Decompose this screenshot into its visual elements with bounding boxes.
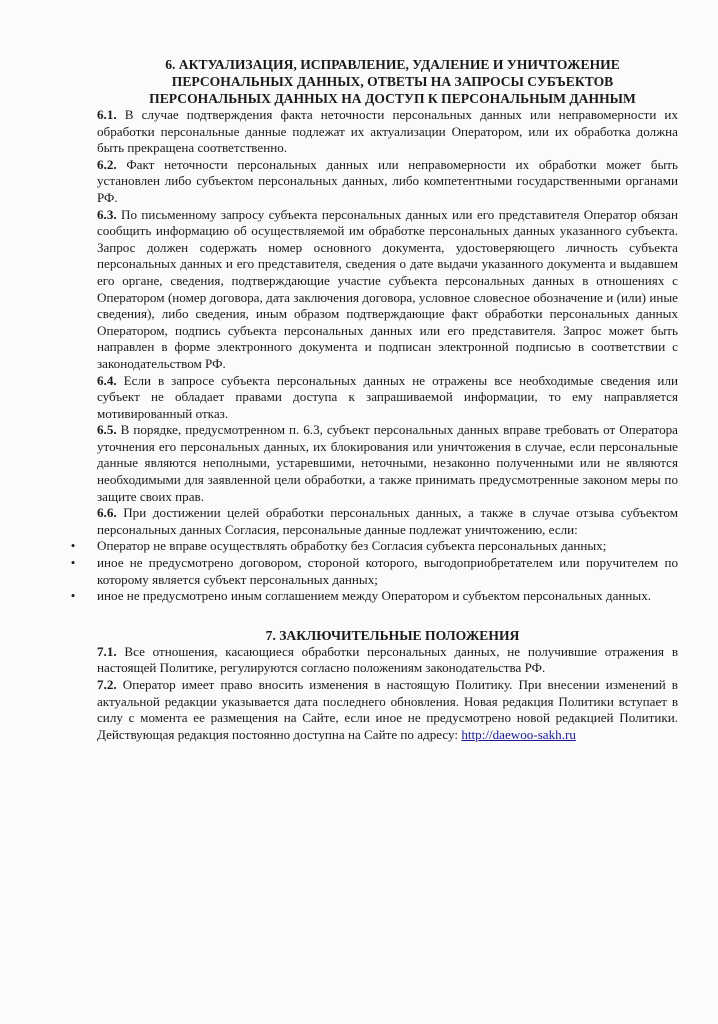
list-item-text: иное не предусмотрено договором, стороной которого, выгодоприобретателем или поручителем по которому является субъект персональных данных; bbox=[97, 555, 678, 587]
paragraph-text: Если в запросе субъекта персональных данных не отражены все необходимые сведения или субъект не обладает правами доступа к запрашиваемой информации, то ему направляется мотивированный отказ. bbox=[97, 372, 678, 421]
bullet-icon: • bbox=[70, 538, 76, 554]
paragraph-number: 6.4. bbox=[97, 372, 117, 388]
paragraph-text: Все отношения, касающиеся обработки персональных данных, не получившие отражения в настоящей Политике, регулируются согласно положениям законодательства РФ. bbox=[97, 643, 678, 676]
paragraph-number: 6.1. bbox=[97, 107, 117, 122]
paragraph-text: В порядке, предусмотренном п. 6.3, субъект персональных данных вправе требовать от Оператора уточнения его персональных данных, их блокирования или уничтожения в случае, если персональные данные являются неполными, устаревшими, неточными, незаконно полученными или не являются необходимыми для заявленной цели обработки, а также принимать предусмотренные законом меры по защите своих прав. bbox=[97, 422, 678, 504]
conditions-list bbox=[67, 538, 678, 604]
paragraph-6-4 bbox=[97, 373, 678, 423]
section-7-heading bbox=[97, 627, 678, 644]
paragraph-7-2 bbox=[97, 677, 678, 743]
paragraph-number: 7.1. bbox=[97, 643, 117, 659]
paragraph-number: 6.5. bbox=[97, 422, 117, 438]
list-item bbox=[67, 555, 678, 588]
paragraph-number: 6.3. bbox=[97, 206, 117, 222]
paragraph-text: При достижении целей обработки персональных данных, а также в случае отзыва субъектом персональных данных Согласия, персональные данные подлежат уничтожению, если: bbox=[97, 505, 678, 537]
section-6-heading bbox=[97, 56, 678, 107]
bullet-icon: • bbox=[70, 588, 76, 604]
paragraph-text: В случае подтверждения факта неточности персональных данных или неправомерности их обработки персональные данные подлежат их актуализации Оператором, или их обработка должна быть прекращена соответственно. bbox=[97, 107, 678, 156]
paragraph-number: 6.6. bbox=[97, 505, 117, 521]
section-7 bbox=[97, 627, 678, 744]
heading-line: 6. АКТУАЛИЗАЦИЯ, ИСПРАВЛЕНИЕ, УДАЛЕНИЕ И УНИЧТОЖЕНИЕ bbox=[165, 57, 620, 72]
paragraph-6-3 bbox=[97, 207, 678, 373]
site-link[interactable]: http://daewoo-sakh.ru bbox=[461, 726, 576, 742]
heading-line: ПЕРСОНАЛЬНЫХ ДАННЫХ, ОТВЕТЫ НА ЗАПРОСЫ СУБЪЕКТОВ bbox=[171, 74, 614, 89]
paragraph-6-5 bbox=[97, 422, 678, 505]
paragraph-6-6 bbox=[97, 505, 678, 538]
paragraph-6-2 bbox=[97, 157, 678, 207]
list-item bbox=[67, 538, 678, 555]
list-item-text: иное не предусмотрено иным соглашением между Оператором и субъектом персональных данных. bbox=[97, 588, 652, 604]
paragraph-number: 6.2. bbox=[97, 156, 117, 172]
paragraph-text: По письменному запросу субъекта персональных данных или его представителя Оператор обязан сообщить информацию об осуществляемой им обработке персональных данных указанного субъекта. Запрос должен содержать номер основного документа, удостоверяющего личность субъекта персональных данных и его представителя, сведения о дате выдачи указанного документа и выдавшем его органе, сведения, подтверждающие участие субъекта персональных данных в отношениях с Оператором (номер договора, дата заключения договора, условное словесное обозначение и (или) иные сведения), либо сведения, иным образом подтверждающие факт обработки персональных данных Оператором, подпись субъекта персональных данных или его представителя. Запрос может быть направлен в форме электронного документа и подписан электронной подписью в соответствии с законодательством РФ. bbox=[97, 206, 678, 371]
list-item bbox=[67, 588, 678, 605]
bullet-icon: • bbox=[70, 555, 76, 571]
list-item-text: Оператор не вправе осуществлять обработку без Согласия субъекта персональных данных; bbox=[97, 538, 607, 554]
paragraph-6-1 bbox=[97, 107, 678, 157]
heading-line: 7. ЗАКЛЮЧИТЕЛЬНЫЕ ПОЛОЖЕНИЯ bbox=[265, 627, 520, 643]
paragraph-text: Оператор имеет право вносить изменения в настоящую Политику. При внесении изменений в актуальной редакции указывается дата последнего обновления. Новая редакция Политики вступает в силу с момента ее размещения на Сайте, если иное не предусмотрено новой редакцией Политики. Действующая редакция постоянно доступна на Сайте по адресу: bbox=[97, 677, 678, 742]
paragraph-text: Факт неточности персональных данных или неправомерности их обработки может быть установлен либо субъектом персональных данных, либо компетентными государственными органами РФ. bbox=[97, 156, 678, 205]
paragraph-7-1 bbox=[97, 644, 678, 677]
heading-line: ПЕРСОНАЛЬНЫХ ДАННЫХ НА ДОСТУП К ПЕРСОНАЛЬНЫМ ДАННЫМ bbox=[149, 91, 636, 106]
paragraph-number: 7.2. bbox=[97, 677, 117, 692]
